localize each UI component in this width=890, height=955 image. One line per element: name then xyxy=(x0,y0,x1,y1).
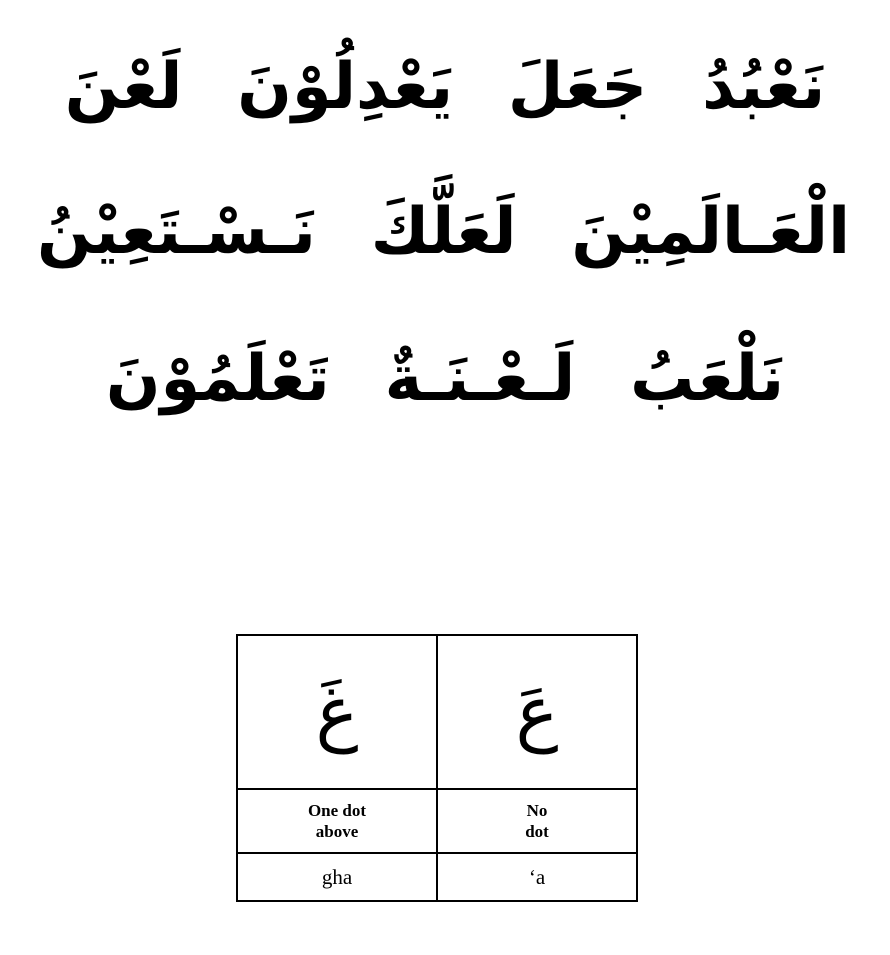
arabic-word: لَـعْـنَـةٌ xyxy=(384,342,576,417)
arabic-word: الْعَـالَمِيْنَ xyxy=(571,195,850,270)
letter-transliteration-ghayn: gha xyxy=(237,853,437,901)
description-line: One dot xyxy=(307,800,367,820)
arabic-word: تَعْلَمُوْنَ xyxy=(105,342,330,417)
letter-glyph-ghayn: غَ xyxy=(237,635,437,789)
arabic-word: نَـسْـتَعِيْنُ xyxy=(37,195,316,270)
arabic-practice-block xyxy=(0,0,890,417)
letter-glyph-ayn: عَ xyxy=(437,635,637,789)
arabic-word: جَعَلَ xyxy=(507,50,648,124)
arabic-practice-line-1 xyxy=(0,14,890,124)
letter-description-ayn xyxy=(437,789,637,853)
description-line: No xyxy=(526,800,548,820)
description-line: dot xyxy=(525,822,549,841)
arabic-word: لَعْنَ xyxy=(64,50,183,124)
arabic-word: يَعْدِلُوْنَ xyxy=(237,50,454,124)
table-row-descriptions xyxy=(237,789,637,853)
arabic-word: نَلْعَبُ xyxy=(630,342,785,417)
table-row-glyphs xyxy=(237,635,637,789)
arabic-practice-line-3 xyxy=(0,266,890,417)
letter-transliteration-ayn: ‘a xyxy=(437,853,637,901)
arabic-practice-line-2 xyxy=(0,121,890,270)
letter-description-ghayn xyxy=(237,789,437,853)
table-row-transliterations xyxy=(237,853,637,901)
arabic-word: لَعَلَّكَ xyxy=(370,195,517,270)
arabic-word: نَعْبُدُ xyxy=(702,50,826,124)
letter-comparison-table xyxy=(236,634,638,902)
letter-comparison-table-wrapper xyxy=(236,634,638,902)
description-line: above xyxy=(315,822,359,841)
